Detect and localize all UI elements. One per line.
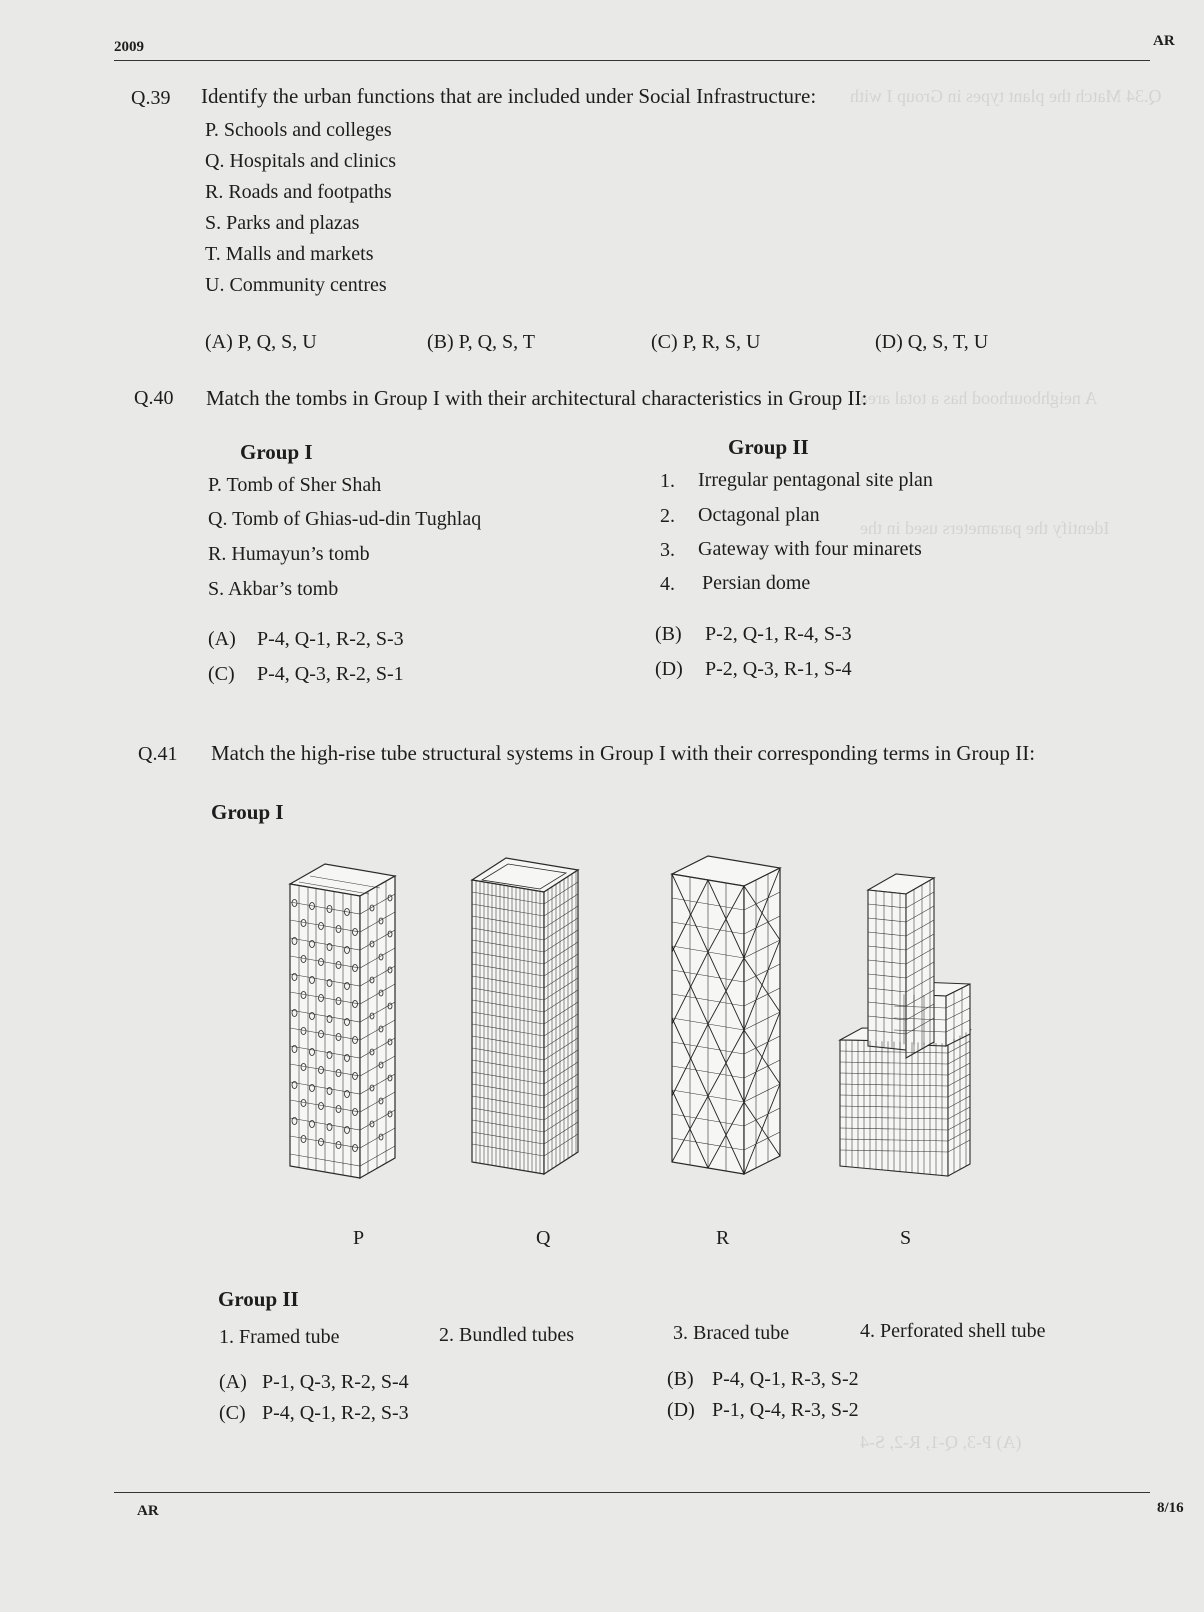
header-year: 2009	[114, 39, 144, 55]
list-item: Octagonal plan	[698, 504, 820, 526]
list-item: U. Community centres	[205, 274, 387, 296]
list-item: S. Akbar’s tomb	[208, 578, 339, 600]
list-item: 4. Perforated shell tube	[860, 1320, 1046, 1342]
building-p-figure	[285, 858, 405, 1188]
answer-option-label: (C)	[219, 1402, 246, 1424]
list-item: P. Schools and colleges	[205, 119, 392, 141]
list-item-number: 4.	[660, 573, 675, 595]
list-item: T. Malls and markets	[205, 243, 374, 265]
figure-label-s: S	[900, 1227, 912, 1249]
list-item: Gateway with four minarets	[698, 538, 922, 560]
list-item: Q. Hospitals and clinics	[205, 150, 397, 172]
group-1-heading: Group I	[211, 800, 284, 824]
answer-option-a[interactable]: (A) P, Q, S, U	[205, 331, 317, 353]
page-number: 8/16	[1157, 1500, 1184, 1516]
list-item-number: 1.	[660, 470, 675, 492]
question-text: Identify the urban functions that are included under Social Infrastructure:	[201, 84, 817, 108]
building-r-figure	[668, 852, 786, 1184]
header-divider	[114, 60, 1150, 61]
bleed-through-text: A neighbourhood has a total area	[860, 388, 1098, 408]
answer-option-a[interactable]: P-4, Q-1, R-2, S-3	[257, 628, 404, 650]
question-number: Q.41	[138, 743, 178, 765]
list-item: Q. Tomb of Ghias-ud-din Tughlaq	[208, 508, 482, 530]
list-item: 3. Braced tube	[673, 1322, 790, 1344]
bleed-through-text: (A) P-3, Q-1, R-2, S-4	[860, 1432, 1022, 1452]
building-q-figure	[468, 852, 584, 1184]
answer-option-c[interactable]: P-4, Q-1, R-2, S-3	[262, 1402, 409, 1424]
answer-option-b[interactable]: P-4, Q-1, R-3, S-2	[712, 1368, 859, 1390]
list-item-number: 2.	[660, 505, 675, 527]
figure-label-p: P	[353, 1227, 365, 1249]
question-number: Q.39	[131, 87, 171, 109]
question-number: Q.40	[134, 387, 174, 409]
header-code: AR	[1153, 33, 1175, 49]
answer-option-label: (A)	[219, 1371, 247, 1393]
list-item: R. Humayun’s tomb	[208, 543, 370, 565]
answer-option-label: (B)	[667, 1368, 694, 1390]
answer-option-d[interactable]: P-1, Q-4, R-3, S-2	[712, 1399, 859, 1421]
footer-divider	[114, 1492, 1150, 1493]
group-1-heading: Group I	[240, 440, 313, 464]
list-item: R. Roads and footpaths	[205, 181, 392, 203]
answer-option-label: (C)	[208, 663, 235, 685]
figure-label-q: Q	[536, 1227, 551, 1249]
list-item: S. Parks and plazas	[205, 212, 360, 234]
question-text: Match the high-rise tube structural systems in Group I with their corresponding terms in Group II:	[211, 741, 1036, 765]
answer-option-d[interactable]: (D) Q, S, T, U	[875, 331, 989, 353]
list-item: Persian dome	[702, 572, 811, 594]
answer-option-d[interactable]: P-2, Q-3, R-1, S-4	[705, 658, 852, 680]
answer-option-label: (B)	[655, 623, 682, 645]
answer-option-label: (A)	[208, 628, 236, 650]
list-item: 1. Framed tube	[219, 1326, 340, 1348]
building-s-figure	[838, 870, 988, 1188]
answer-option-c[interactable]: P-4, Q-3, R-2, S-1	[257, 663, 404, 685]
list-item: Irregular pentagonal site plan	[698, 469, 933, 491]
group-2-heading: Group II	[218, 1287, 299, 1311]
list-item: P. Tomb of Sher Shah	[208, 474, 382, 496]
footer-code: AR	[137, 1503, 159, 1519]
answer-option-a[interactable]: P-1, Q-3, R-2, S-4	[262, 1371, 409, 1393]
list-item-number: 3.	[660, 539, 675, 561]
answer-option-c[interactable]: (C) P, R, S, U	[651, 331, 761, 353]
bleed-through-text: Identify the parameters used in the	[860, 518, 1110, 538]
group-2-heading: Group II	[728, 435, 809, 459]
answer-option-b[interactable]: P-2, Q-1, R-4, S-3	[705, 623, 852, 645]
answer-option-b[interactable]: (B) P, Q, S, T	[427, 331, 535, 353]
answer-option-label: (D)	[667, 1399, 695, 1421]
list-item: 2. Bundled tubes	[439, 1324, 574, 1346]
answer-option-label: (D)	[655, 658, 683, 680]
question-text: Match the tombs in Group I with their architectural characteristics in Group II:	[206, 386, 868, 410]
bleed-through-text: Q.34 Match the plant types in Group I with	[850, 86, 1162, 106]
figure-label-r: R	[716, 1227, 730, 1249]
